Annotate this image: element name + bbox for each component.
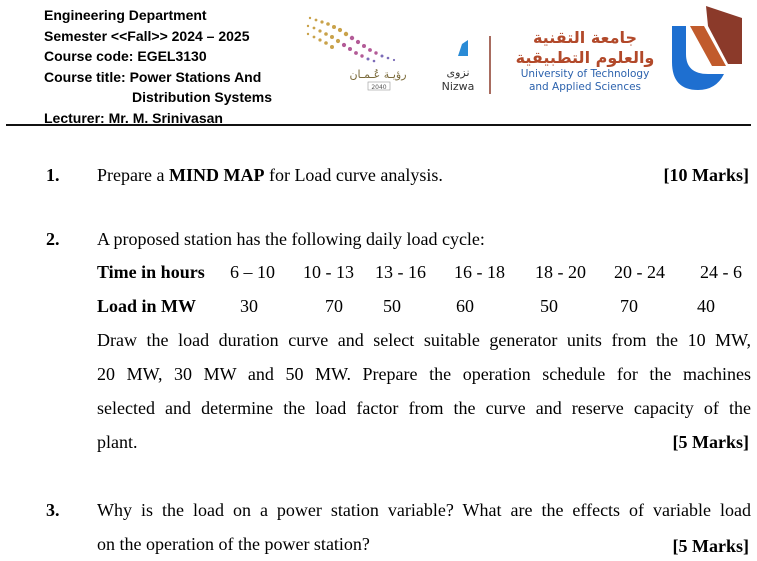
utas-arabic-line-2: والعلوم التطبيقية: [515, 48, 655, 67]
time-cell: 20 - 24: [614, 262, 665, 282]
paragraph-line: on the operation of the power station?: [97, 534, 370, 554]
question-marks: [5 Marks]: [672, 432, 749, 452]
load-row: [97, 296, 757, 320]
time-cell: 18 - 20: [535, 262, 586, 282]
question-1: [0, 165, 757, 189]
question-number: 3.: [46, 500, 60, 520]
nizwa-arabic: نزوى: [446, 66, 470, 79]
paragraph-line: 20 MW, 30 MW and 50 MW. Prepare the operation schedule for the machines: [97, 364, 751, 384]
vision-arabic-text: رؤيـة عُـمـان: [349, 68, 407, 81]
department-title: Engineering Department: [44, 7, 207, 23]
course-title-line-2: Distribution Systems: [132, 89, 273, 105]
load-cell: 40: [697, 296, 715, 316]
question-3-marks-row: [0, 536, 757, 558]
question-intro: A proposed station has the following daily load cycle:: [97, 229, 485, 249]
question-marks: [5 Marks]: [672, 536, 749, 556]
question-marks: [10 Marks]: [663, 165, 749, 185]
header-divider: [6, 124, 751, 126]
time-cell: 24 - 6: [700, 262, 742, 282]
utas-name-block: [505, 28, 665, 98]
utas-arabic-line-1: جامعة التقنية: [532, 28, 638, 47]
question-number: 2.: [46, 229, 60, 249]
course-header: [44, 5, 272, 128]
load-cell: 70: [325, 296, 343, 316]
question-text-emphasis: MIND MAP: [168, 165, 265, 185]
course-code: Course code: EGEL3130: [44, 48, 207, 64]
question-2: [0, 229, 757, 253]
load-cell: 50: [540, 296, 558, 316]
utas-english-line-1: University of Technology: [520, 68, 650, 80]
paragraph-line: selected and determine the load factor from the curve and reserve capacity of the: [97, 398, 751, 418]
question-text-part: for Load curve analysis.: [264, 165, 443, 185]
load-cell: 70: [620, 296, 638, 316]
load-label: Load in MW: [97, 296, 197, 316]
question-text-part: Prepare a: [97, 165, 169, 185]
utas-logo-mark: [670, 4, 746, 92]
load-cell: 30: [240, 296, 258, 316]
nizwa-english: Nizwa: [441, 80, 475, 93]
paragraph-line: Why is the load on a power station variable? What are the effects of variable load: [97, 500, 751, 520]
time-cell: 6 – 10: [230, 262, 275, 282]
oman-vision-logo: [300, 12, 420, 96]
time-cell: 10 - 13: [303, 262, 354, 282]
load-cell: 60: [456, 296, 474, 316]
load-cell: 50: [383, 296, 401, 316]
vision-year: 2040: [371, 84, 387, 91]
question-number: 1.: [46, 165, 60, 185]
question-2-marks-row: [0, 432, 757, 456]
paragraph-line: Draw the load duration curve and select suitable generator units from the 10 MW,: [97, 330, 751, 350]
question-text: [97, 165, 443, 186]
time-cell: 16 - 18: [454, 262, 505, 282]
paragraph-line: plant.: [97, 432, 138, 452]
utas-english-line-2: and Applied Sciences: [528, 81, 642, 93]
course-title-line-1: Course title: Power Stations And: [44, 68, 262, 85]
nizwa-campus-logo: [436, 36, 496, 98]
lecturer-line: Lecturer: Mr. M. Srinivasan: [44, 109, 223, 126]
semester-line: Semester <<Fall>> 2024 – 2025: [44, 27, 250, 44]
time-cell: 13 - 16: [375, 262, 426, 282]
time-row: [97, 262, 757, 286]
time-label: Time in hours: [97, 262, 205, 282]
